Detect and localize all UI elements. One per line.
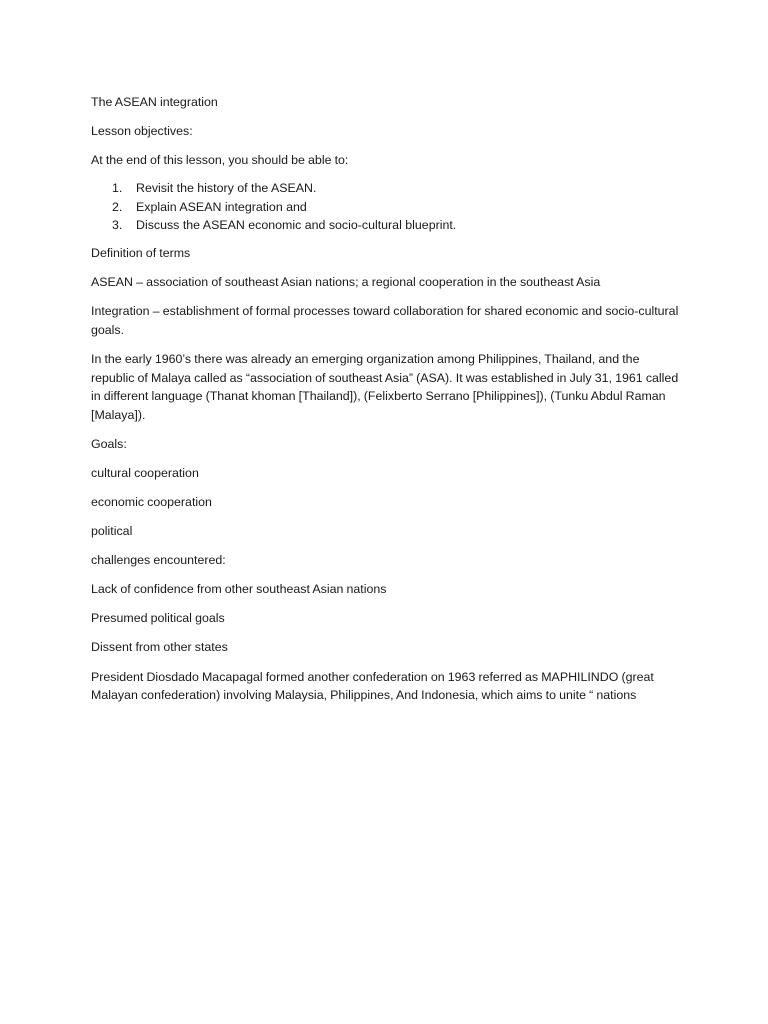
objective-text: Revisit the history of the ASEAN. <box>136 181 317 196</box>
challenge-item: Dissent from other states <box>91 640 228 655</box>
challenges-heading: challenges encountered: <box>91 553 226 568</box>
document-body <box>91 93 681 715</box>
goal-item: cultural cooperation <box>91 465 199 480</box>
objective-item <box>91 198 681 217</box>
objective-text: Explain ASEAN integration and <box>136 199 307 214</box>
lesson-objectives-heading: Lesson objectives: <box>91 124 193 139</box>
integration-definition: Integration – establishment of formal processes toward collaboration for shared economic and socio-cultural goals. <box>91 304 679 337</box>
objective-item <box>91 179 681 198</box>
objective-number: 1. <box>112 181 123 196</box>
history-paragraph: In the early 1960’s there was already an emerging organization among Philippines, Thailand, and the republic of Malaya called as “association of southeast Asia” (ASA). It was established in July 31, 1961 called in different language (Thanat khoman [Thailand]), (Felixberto Serrano [Philippines]), (Tunku Abdul Raman [Malaya]). <box>91 351 679 422</box>
challenge-item: Presumed political goals <box>91 611 225 626</box>
goal-item: economic cooperation <box>91 495 212 509</box>
intro-text: At the end of this lesson, you should be able to: <box>91 153 349 168</box>
objective-text: Discuss the ASEAN economic and socio-cultural blueprint. <box>136 218 457 233</box>
objectives-list <box>91 179 681 235</box>
objective-number: 3. <box>112 218 123 233</box>
objective-item <box>91 216 681 235</box>
goals-heading: Goals: <box>91 436 127 451</box>
goal-item: political <box>91 524 133 539</box>
maphilindo-paragraph: President Diosdado Macapagal formed another confederation on 1963 referred as MAPHILINDO (great Malayan confederation) involving Malaysia, Philippines, And Indonesia, which aims to unite “ nations <box>91 669 654 703</box>
objective-number: 2. <box>112 199 123 214</box>
document-title: The ASEAN integration <box>91 95 218 109</box>
asean-definition: ASEAN – association of southeast Asian nations; a regional cooperation in the southeast Asia <box>91 275 601 290</box>
definition-heading: Definition of terms <box>91 246 191 261</box>
challenge-item: Lack of confidence from other southeast Asian nations <box>91 582 387 597</box>
